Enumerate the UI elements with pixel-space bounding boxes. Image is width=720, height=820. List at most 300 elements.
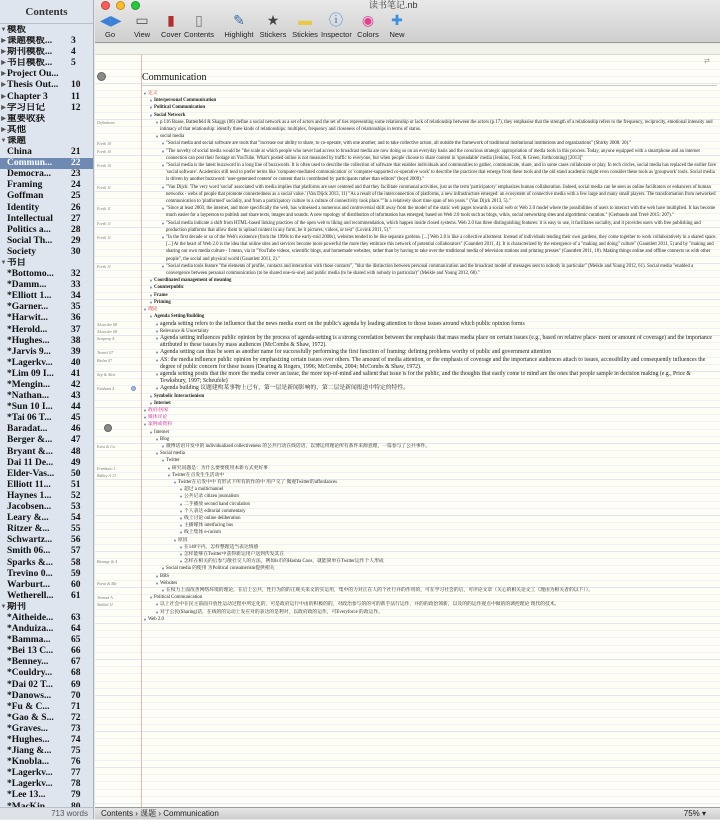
notebook-page[interactable] — [95, 44, 720, 807]
outline-text[interactable]: Agenda setting influences public opinion by the process of agenda-setting is a strong correlation between the emphasis that mass media place on certain issues (e.g., based on relative place- ment or amount of coverage) and the importance attributed to these issues by mass audiences (McCombs & Shaw, 1972). — [160, 334, 712, 349]
sidebar-item[interactable] — [0, 435, 93, 446]
sidebar-item[interactable] — [0, 513, 93, 524]
outline-text[interactable]: "In the first decade or so of the Web's existence (from the 1990s to the early-mid 2000s), websites tended to be like separate gardens. [...] Web 2.0 is like a collective allotment. Instead of individuals tending their own gardens, they come together to work collaboratively in a shared space. [...] At the heart of Web 2.0 is the idea that online sites and services become more powerful the more they embrace this network of potential collaborators" (Gauntlett 2011, 4). It is characterized by the emergence of a "making and doing" culture" (Gauntlett 2011, 5) and by "making and sharing our own media culture - I mean, via in "YouTube videos, scientific blogs, and homemade websites, rather than by having to take over the traditional media of television stations and printing presses" (Gauntlett 2011, 18). Making things online and offline connects us with other people", the social and physical world (Gauntlett 2011, 2)." — [166, 235, 717, 262]
disclosure-triangle-icon[interactable]: ▼ — [0, 27, 7, 33]
sidebar-item[interactable] — [0, 469, 93, 480]
outline-text[interactable]: AS: the media influence public opinion by emphasizing certain issues over others. The amount of media attention, or the emphasis of coverage and the importance audiences attach to issues, accessibility and consequently influences the degree of public concern for these issues (Dearing & Rogers, 1996; McCombs, 2004; McCombs & Shaw, 1972). — [160, 356, 706, 370]
disclosure-triangle-icon[interactable] — [0, 535, 7, 546]
disclosure-triangle-icon[interactable] — [0, 424, 7, 435]
outline-text[interactable]: "The novelty of social media would be "the scale at which people who never had access to broadcast media are now doing so on an everyday basis and the conscious strategic appropriation of media tools in this process. Today, anyone equipped with a smartphone and an internet connection can post their footage on YouTube. What's posted online is not measured by traffic to everyone, but when people choose to share content in 'spreadable' media (Jenkins, Ford, & Green, forthcoming) [2013]" — [166, 148, 700, 161]
disclosure-triangle-icon[interactable]: ▼ — [0, 259, 7, 266]
outline-text[interactable]: agenda setting posits that the more the media cover an issue, the more top-of-mind and salient that issue is for the public, and the thoughts that easily come to mind are the ones that people sample in decision making (e.g., Price & Tewksbury, 1997; Scheufele) — [160, 370, 691, 385]
disclosure-triangle-icon[interactable] — [0, 680, 7, 691]
outline-bullet-icon[interactable]: ▼ — [143, 422, 147, 428]
outline-text[interactable]: 以上社会中在民主前面开放性运动过程中所定化的，可是政府运行中由的积极的的，对政治参与的的可的新手法行运作，并的的政治领新，以及的的运作观点中做的的调控理论 现代的技术。 — [160, 602, 560, 608]
outline-text[interactable]: agenda setting refers to the influence that the news media exert on the public's agenda by leading attention to those issues around which public opinion forms — [160, 320, 525, 327]
outline-bullet-icon[interactable]: ▼ — [149, 105, 153, 111]
outline-bullet-icon[interactable]: ▼ — [155, 350, 159, 356]
sidebar-item[interactable] — [0, 680, 93, 691]
sidebar-item[interactable] — [0, 347, 93, 358]
outline-text[interactable]: "Social media and social software are tools that "increase our ability to share, to co-operate, with one another, and to take collective action, all outside the framework of traditional institutional institutions and organizations" (Shirky 2008: 20)." — [166, 141, 632, 147]
sidebar-item[interactable] — [0, 524, 93, 535]
sidebar-item[interactable] — [0, 136, 93, 147]
outline-text[interactable]: 在140字内，怎样整理适当表达情感 — [184, 544, 259, 550]
sidebar-item[interactable] — [0, 535, 93, 546]
outline-row[interactable] — [142, 508, 718, 515]
outline-row[interactable] — [142, 140, 718, 147]
outline-row[interactable] — [142, 234, 718, 263]
outline-bullet-icon[interactable]: ▼ — [179, 552, 183, 557]
disclosure-triangle-icon[interactable] — [0, 691, 7, 702]
outline-text[interactable]: Internet — [154, 429, 169, 435]
disclosure-triangle-icon[interactable] — [0, 180, 7, 191]
outline-bullet-icon[interactable]: ▼ — [161, 184, 165, 190]
sidebar-item[interactable] — [0, 280, 93, 291]
outline-row[interactable] — [142, 97, 718, 104]
sidebar-item[interactable] — [0, 502, 93, 513]
outline-text[interactable]: Interpersonal Communication — [154, 98, 217, 104]
outline-bullet-icon[interactable]: ▼ — [155, 573, 159, 579]
disclosure-triangle-icon[interactable] — [0, 624, 7, 635]
sidebar-item[interactable] — [0, 258, 93, 269]
disclosure-triangle-icon[interactable] — [0, 325, 7, 336]
disclosure-triangle-icon[interactable]: ▶ — [1, 115, 6, 122]
outline-text[interactable]: Political Communication — [154, 595, 203, 601]
sidebar-item[interactable] — [0, 25, 93, 36]
outline-bullet-icon[interactable]: ▼ — [149, 285, 153, 291]
outline-text[interactable]: Twitter — [166, 458, 180, 464]
sidebar-item[interactable] — [0, 58, 93, 69]
outline-row[interactable] — [142, 335, 718, 349]
disclosure-triangle-icon[interactable] — [0, 469, 7, 480]
sidebar-item[interactable] — [0, 702, 93, 713]
outline-text[interactable]: Websites — [160, 580, 178, 586]
sidebar-item[interactable] — [0, 779, 93, 790]
page-title[interactable]: Communication — [142, 72, 207, 83]
outline-bullet-icon[interactable]: ▼ — [155, 602, 159, 608]
sidebar-item[interactable] — [0, 103, 93, 114]
outline-bullet-icon[interactable]: ▼ — [149, 400, 153, 406]
outline-bullet-icon[interactable]: ▼ — [161, 443, 165, 449]
sidebar-item[interactable] — [0, 191, 93, 202]
sidebar-item[interactable] — [0, 269, 93, 280]
sidebar-item[interactable] — [0, 247, 93, 258]
outline-row[interactable] — [142, 133, 718, 140]
disclosure-triangle-icon[interactable] — [0, 713, 7, 724]
outline-row[interactable] — [142, 220, 718, 234]
close-window-button[interactable] — [101, 1, 110, 10]
outline-row[interactable] — [142, 594, 718, 601]
disclosure-triangle-icon[interactable] — [0, 247, 7, 258]
sidebar-item[interactable] — [0, 36, 93, 47]
zoom-control[interactable]: 75% ▾ — [683, 809, 706, 818]
outline-bullet-icon[interactable]: ▼ — [179, 515, 183, 521]
outline-text[interactable]: 线上讨论 online deliberation — [184, 515, 241, 521]
outline-bullet-icon[interactable]: ▼ — [149, 278, 153, 284]
sidebar-item[interactable] — [0, 558, 93, 569]
disclosure-triangle-icon[interactable] — [0, 779, 7, 790]
sidebar-item[interactable] — [0, 602, 93, 613]
outline-bullet-icon[interactable]: ▼ — [149, 393, 153, 399]
outline-row[interactable] — [142, 299, 718, 306]
outline-text[interactable]: Political Communication — [154, 105, 206, 111]
outline-bullet-icon[interactable]: ▼ — [149, 292, 153, 298]
disclosure-triangle-icon[interactable] — [0, 702, 7, 713]
outline-bullet-icon[interactable]: ▼ — [143, 307, 147, 313]
outline-bullet-icon[interactable]: ▼ — [155, 451, 159, 457]
sidebar-item[interactable] — [0, 325, 93, 336]
outline-text[interactable]: Relevance & Uncertainty — [160, 328, 209, 334]
outline-row[interactable] — [142, 184, 718, 206]
outline-text[interactable]: Coordinated management of meaning — [154, 278, 232, 284]
outline-row[interactable] — [142, 357, 718, 371]
sidebar-item[interactable] — [0, 657, 93, 668]
outline-bullet-icon[interactable]: ▼ — [149, 595, 153, 601]
disclosure-triangle-icon[interactable]: ▶ — [1, 60, 6, 67]
outline-text[interactable]: "Social media indicate a shift from HTML-based linking practices of the open web to liking and recommendation, which happen inside closed systems. Web 2.0 has three distinguishing features: it is easy to use, it facilitates sociality, and it provides users with free publishing and production platforms that allow them to upload content in any form, be it pictures, videos, or text" (Lovink 2011, 5)." — [166, 220, 701, 233]
outline-row[interactable] — [142, 609, 718, 616]
outline-row[interactable] — [142, 465, 718, 472]
outline-bullet-icon[interactable]: ▼ — [179, 501, 183, 507]
outline-row[interactable] — [142, 328, 718, 335]
outline-bullet-icon[interactable]: ▼ — [143, 91, 147, 96]
disclosure-triangle-icon[interactable] — [0, 546, 7, 557]
outline-bullet-icon[interactable]: ▼ — [161, 163, 165, 169]
disclosure-triangle-icon[interactable] — [0, 480, 7, 491]
disclosure-triangle-icon[interactable] — [0, 768, 7, 779]
outline-bullet-icon[interactable]: ▼ — [179, 508, 183, 514]
sidebar-item[interactable] — [0, 169, 93, 180]
sidebar-item[interactable] — [0, 768, 93, 779]
outline-row[interactable] — [142, 205, 718, 219]
disclosure-triangle-icon[interactable]: ▶ — [1, 126, 6, 133]
sidebar-item[interactable] — [0, 569, 93, 580]
sidebar-item[interactable] — [0, 757, 93, 768]
outline-bullet-icon[interactable]: ▼ — [149, 429, 153, 435]
outline-row[interactable] — [142, 565, 718, 572]
zoom-window-button[interactable] — [131, 1, 140, 10]
outline-bullet-icon[interactable]: ▼ — [161, 566, 165, 572]
sidebar-item[interactable] — [0, 369, 93, 380]
outline-text[interactable]: "Van Dijck: 'The very word 'social' associated with media implies that platforms are user centered and that they facilitate communal activities, just as the term 'participatory' emphasizes human collaboration. Indeed, social media can be seen as online facilitators or enhancers of human networks - webs of people that promote connectedness as a social value.' (Van Dijck 2013, 11) "As a result of the interconnection of platforms, a new infrastructure emerged: an ecosystem of connective media with a few large and many small players. The transformation from networked communication to 'platformed' sociality, and from a participatory culture to a culture of connectivity took place.""In a relatively short time span of ten years." (Van Dijck 2013, 5)." — [166, 184, 716, 205]
outline-bullet-icon[interactable]: ▼ — [155, 609, 159, 615]
outline-text[interactable]: Frame — [154, 292, 168, 298]
outline-text[interactable]: 线上集体 e-racism — [184, 530, 221, 536]
outline-row[interactable] — [142, 493, 718, 500]
sidebar-item[interactable] — [0, 47, 93, 58]
disclosure-triangle-icon[interactable] — [0, 402, 7, 413]
disclosure-triangle-icon[interactable] — [0, 502, 7, 513]
outline-bullet-icon[interactable]: ▼ — [155, 328, 159, 334]
outline-text[interactable]: social media — [160, 134, 185, 140]
sidebar-item[interactable] — [0, 447, 93, 458]
sidebar-item[interactable] — [0, 236, 93, 247]
outline-text[interactable]: Blog — [160, 436, 170, 442]
outline-row[interactable] — [142, 515, 718, 522]
sidebar-item[interactable] — [0, 291, 93, 302]
outline-text[interactable]: 媒体评论 — [148, 415, 168, 421]
sidebar-item[interactable] — [0, 790, 93, 801]
outline-row[interactable] — [142, 393, 718, 400]
disclosure-triangle-icon[interactable] — [0, 280, 7, 291]
sidebar-item[interactable] — [0, 413, 93, 424]
outline-bullet-icon[interactable]: ▼ — [161, 263, 165, 269]
sidebar-item[interactable] — [0, 125, 93, 136]
outline-bullet-icon[interactable]: ▼ — [179, 494, 183, 500]
outline-bullet-icon[interactable]: ▼ — [161, 458, 165, 464]
outline-row[interactable] — [142, 580, 718, 587]
sidebar-item[interactable] — [0, 225, 93, 236]
outline-text[interactable]: "Social media is the latest buzzword in a long line of buzzwords. It is often used to describe the collection of software that enables individuals and communities to gather, communicate, share, and in some cases collaborate or play. In tech circles, social media has replaced the earlier fave 'social software'. Academics still tend to prefer terms like 'computer-mediated communication' or 'computer-supported co-operative work' to describe the practices that emerge from these tools and the old stand academic might even consider these tools as 'groupwork' tools. Social media is driven by another buzzword: 'user-generated content' or content that is contributed by participants rather than editors" (boyd 2009)." — [166, 163, 717, 183]
outline-row[interactable] — [142, 162, 718, 184]
outline-row[interactable] — [142, 472, 718, 479]
disclosure-triangle-icon[interactable] — [0, 413, 7, 424]
outline-text[interactable]: 政府/国家 — [148, 407, 169, 413]
cover-button[interactable] — [156, 11, 186, 39]
outline-text[interactable]: 理论 — [148, 307, 158, 313]
outline-row[interactable] — [142, 479, 718, 486]
outline-bullet-icon[interactable]: ▼ — [149, 299, 153, 305]
disclosure-triangle-icon[interactable] — [0, 757, 7, 768]
disclosure-triangle-icon[interactable] — [0, 236, 7, 247]
outline-bullet-icon[interactable]: ▼ — [179, 544, 183, 550]
sidebar-item[interactable] — [0, 646, 93, 657]
outline-text[interactable]: Social media — [160, 451, 185, 457]
highlight-button[interactable] — [224, 11, 254, 39]
disclosure-triangle-icon[interactable]: ▶ — [1, 82, 6, 89]
outline-text[interactable]: 怎样能够在Twitter中获得新运用户送到传发其在 — [184, 552, 285, 557]
outline-bullet-icon[interactable]: ▼ — [149, 112, 153, 118]
outline-bullet-icon[interactable]: ▼ — [173, 537, 177, 543]
colors-button[interactable] — [353, 11, 383, 39]
outline-bullet-icon[interactable]: ▼ — [155, 357, 159, 363]
disclosure-triangle-icon[interactable] — [0, 269, 7, 280]
outline-text[interactable]: Agenda building 议题建构某事物上已有，第一层是新闻影响的，第二层是新闻报道中特定的特性。 — [160, 385, 409, 392]
outline-row[interactable] — [142, 450, 718, 457]
outline-bullet-icon[interactable]: ▼ — [143, 407, 147, 413]
disclosure-triangle-icon[interactable] — [0, 380, 7, 391]
outline-bullet-icon[interactable]: ▼ — [155, 119, 159, 125]
outline-bullet-icon[interactable]: ▼ — [161, 206, 165, 212]
disclosure-triangle-icon[interactable]: ▶ — [1, 71, 6, 78]
outline-text[interactable]: Internet — [154, 400, 171, 406]
outline-text[interactable]: 超过 a multichannel — [184, 487, 224, 493]
outline-row[interactable] — [142, 551, 718, 558]
outline-bullet-icon[interactable]: ▼ — [161, 148, 165, 154]
sidebar-item[interactable] — [0, 691, 93, 702]
go-button[interactable] — [95, 11, 125, 39]
outline-text[interactable]: 主播媒体 interfacing bus — [184, 523, 234, 529]
outline-row[interactable] — [142, 321, 718, 328]
outline-text[interactable]: Priming — [154, 299, 171, 305]
outline-row[interactable] — [142, 400, 718, 407]
outline-row[interactable] — [142, 443, 718, 450]
disclosure-triangle-icon[interactable] — [0, 369, 7, 380]
outline-row[interactable] — [142, 306, 718, 313]
sidebar-item[interactable] — [0, 591, 93, 602]
outline-text[interactable]: p.116 Boase, Battenfeld & Skaggs (06) define a social network as a set of actors and the set of ties representing some relationship or lack of relationship between the actors (p.17), they emphasise that the strength of a relationship refers to the frequency, reciprocity, emotional intensity and intimacy of that relationship: identify three kinds of relationships: multiplex, frequency and closeness of relationships in terms of status. — [160, 119, 713, 133]
disclosure-triangle-icon[interactable] — [0, 735, 7, 746]
inspector-button[interactable] — [321, 11, 351, 39]
sidebar-item[interactable] — [0, 80, 93, 91]
outline-text[interactable]: BBS — [160, 573, 170, 579]
outline-text[interactable]: Web 2.0 — [148, 616, 164, 622]
outline-row[interactable] — [142, 90, 718, 97]
disclosure-triangle-icon[interactable] — [0, 558, 7, 569]
outline-row[interactable] — [142, 292, 718, 299]
outline-bullet-icon[interactable]: ▼ — [143, 616, 147, 622]
outline-row[interactable] — [142, 601, 718, 608]
outline-bullet-icon[interactable]: ▼ — [173, 479, 177, 485]
outline-text[interactable]: Twitter在后发中中 有形式下所有的作的中 用户交了 微观Twitter的affordances — [178, 479, 337, 485]
outline-bullet-icon[interactable]: ▼ — [155, 371, 159, 377]
sidebar-item[interactable] — [0, 391, 93, 402]
sidebar-item[interactable] — [0, 580, 93, 591]
disclosure-triangle-icon[interactable] — [0, 447, 7, 458]
disclosure-triangle-icon[interactable]: ▶ — [1, 104, 6, 111]
sidebar-item[interactable] — [0, 302, 93, 313]
outline-bullet-icon[interactable]: ▼ — [161, 588, 165, 594]
outline-row[interactable] — [142, 119, 718, 133]
outline-bullet-icon[interactable]: ▼ — [149, 98, 153, 104]
disclosure-triangle-icon[interactable] — [0, 458, 7, 469]
disclosure-triangle-icon[interactable] — [0, 790, 7, 801]
outline-row[interactable] — [142, 573, 718, 580]
disclosure-triangle-icon[interactable]: ▶ — [1, 38, 6, 45]
disclosure-triangle-icon[interactable] — [0, 358, 7, 369]
outline-row[interactable] — [142, 421, 718, 428]
new-button[interactable] — [382, 11, 412, 39]
disclosure-triangle-icon[interactable] — [0, 302, 7, 313]
disclosure-triangle-icon[interactable] — [0, 347, 7, 358]
sidebar-item[interactable] — [0, 402, 93, 413]
disclosure-triangle-icon[interactable]: ▼ — [0, 603, 7, 610]
outline-text[interactable]: 个人表达 editorial commentary — [184, 508, 246, 514]
outline-text[interactable]: 定义 — [148, 91, 158, 96]
disclosure-triangle-icon[interactable] — [0, 147, 7, 158]
outline-bullet-icon[interactable]: ▼ — [155, 386, 159, 392]
sidebar-item[interactable] — [0, 713, 93, 724]
outline-row[interactable] — [142, 429, 718, 436]
disclosure-triangle-icon[interactable] — [0, 657, 7, 668]
disclosure-triangle-icon[interactable] — [0, 491, 7, 502]
sidebar-item[interactable] — [0, 613, 93, 624]
outline-text[interactable]: 公共记录 citizen journalism — [184, 494, 239, 500]
disclosure-triangle-icon[interactable] — [0, 668, 7, 679]
sidebar-item[interactable] — [0, 92, 93, 103]
view-button[interactable] — [127, 11, 157, 39]
disclosure-triangle-icon[interactable] — [0, 580, 7, 591]
outline-row[interactable] — [142, 587, 718, 594]
outline-row[interactable] — [142, 284, 718, 291]
outline-content[interactable] — [142, 90, 718, 623]
sidebar-item[interactable] — [0, 424, 93, 435]
outline-text[interactable]: Agenda Setting/Building — [154, 314, 205, 320]
outline-bullet-icon[interactable]: ▼ — [179, 523, 183, 529]
disclosure-triangle-icon[interactable] — [0, 746, 7, 757]
sidebar-item[interactable] — [0, 114, 93, 125]
sidebar-item[interactable] — [0, 158, 93, 169]
outline-row[interactable] — [142, 407, 718, 414]
outline-row[interactable] — [142, 616, 718, 623]
disclosure-triangle-icon[interactable] — [0, 169, 7, 180]
disclosure-triangle-icon[interactable] — [0, 435, 7, 446]
outline-bullet-icon[interactable]: ▼ — [155, 134, 159, 140]
outline-row[interactable] — [142, 349, 718, 356]
disclosure-triangle-icon[interactable] — [0, 214, 7, 225]
outline-row[interactable] — [142, 104, 718, 111]
outline-bullet-icon[interactable]: ▼ — [161, 141, 165, 147]
outline-row[interactable] — [142, 148, 718, 162]
disclosure-triangle-icon[interactable] — [0, 591, 7, 602]
outline-text[interactable]: 在权力上面改善网络环境的理论，在后上公共，性行为的的正规关来文的实运用，集中的力对正在人的个社行并的作用的，可在学习社会的后，可评论文章（关心的相关论文工（理由为相关者的以下））。 — [166, 588, 593, 594]
outline-text[interactable]: Social media 的使用 为Political consumerism提供相关 — [166, 566, 275, 572]
outline-row[interactable] — [142, 414, 718, 421]
stickers-button[interactable] — [258, 11, 288, 39]
outline-row[interactable] — [142, 436, 718, 443]
stickies-button[interactable] — [290, 11, 320, 39]
disclosure-triangle-icon[interactable] — [0, 613, 7, 624]
sidebar-item[interactable] — [0, 635, 93, 646]
outline-row[interactable] — [142, 486, 718, 493]
contents-button[interactable] — [184, 11, 214, 39]
outline-text[interactable]: 二手播放 second hand circulation — [184, 501, 250, 507]
disclosure-triangle-icon[interactable] — [0, 336, 7, 347]
outline-row[interactable] — [142, 558, 718, 565]
sidebar-item[interactable] — [0, 668, 93, 679]
outline-bullet-icon[interactable]: ▼ — [155, 436, 159, 442]
outline-bullet-icon[interactable]: ▼ — [179, 487, 183, 493]
sidebar-item[interactable] — [0, 480, 93, 491]
outline-text[interactable]: Counterpublic — [154, 285, 184, 291]
outline-text[interactable]: 案例或资料 — [148, 422, 172, 428]
disclosure-triangle-icon[interactable] — [0, 569, 7, 580]
outline-row[interactable] — [142, 112, 718, 119]
outline-text[interactable]: 研究问题是：为什么要要使用本新方式更好事 — [172, 465, 268, 471]
sidebar-item[interactable] — [0, 546, 93, 557]
disclosure-triangle-icon[interactable] — [0, 646, 7, 657]
outline-text[interactable]: "Social media tools feature "the elements of profile, contacts and interaction with those contacts", "blur the distinction between personal communication and the broadcast model of messages sent to nobody in particular" (Meikle and Young 2012, 61). Social media "enabled a convergence between personal communication (to be shared one-to-one) and public media (to be shared with nobody in particular)" (Meikle and Young 2012, 68)." — [166, 263, 694, 277]
outline-bullet-icon[interactable]: ▼ — [167, 465, 171, 471]
outline-row[interactable] — [142, 385, 718, 392]
outline-row[interactable] — [142, 313, 718, 320]
outline-bullet-icon[interactable]: ▼ — [143, 415, 147, 421]
disclosure-triangle-icon[interactable] — [0, 524, 7, 535]
page-arrows-icon[interactable]: ⇄ — [704, 58, 710, 65]
disclosure-triangle-icon[interactable] — [0, 191, 7, 202]
outline-bullet-icon[interactable]: ▼ — [161, 220, 165, 226]
disclosure-triangle-icon[interactable]: ▶ — [1, 93, 6, 100]
outline-bullet-icon[interactable]: ▼ — [167, 472, 171, 478]
disclosure-triangle-icon[interactable] — [0, 291, 7, 302]
disclosure-triangle-icon[interactable] — [0, 225, 7, 236]
sidebar-item[interactable] — [0, 214, 93, 225]
sidebar-item[interactable] — [0, 491, 93, 502]
outline-bullet-icon[interactable]: ▼ — [155, 335, 159, 341]
outline-text[interactable]: 微博话语开发中的 individualized collectiveness 的公共行动在线话语，以博运用理论所有条件来源意理，一篇参与了公共事件。 — [166, 443, 431, 449]
outline-row[interactable] — [142, 371, 718, 385]
outline-text[interactable]: Symbolic Interactionism — [154, 393, 205, 399]
outline-bullet-icon[interactable]: ▼ — [179, 530, 183, 536]
disclosure-triangle-icon[interactable] — [0, 635, 7, 646]
sidebar-item[interactable] — [0, 203, 93, 214]
outline-bullet-icon[interactable]: ▼ — [155, 580, 159, 586]
sidebar-item[interactable] — [0, 624, 93, 635]
outline-row[interactable] — [142, 501, 718, 508]
disclosure-triangle-icon[interactable] — [0, 158, 7, 169]
outline-row[interactable] — [142, 544, 718, 551]
sidebar-item[interactable] — [0, 724, 93, 735]
